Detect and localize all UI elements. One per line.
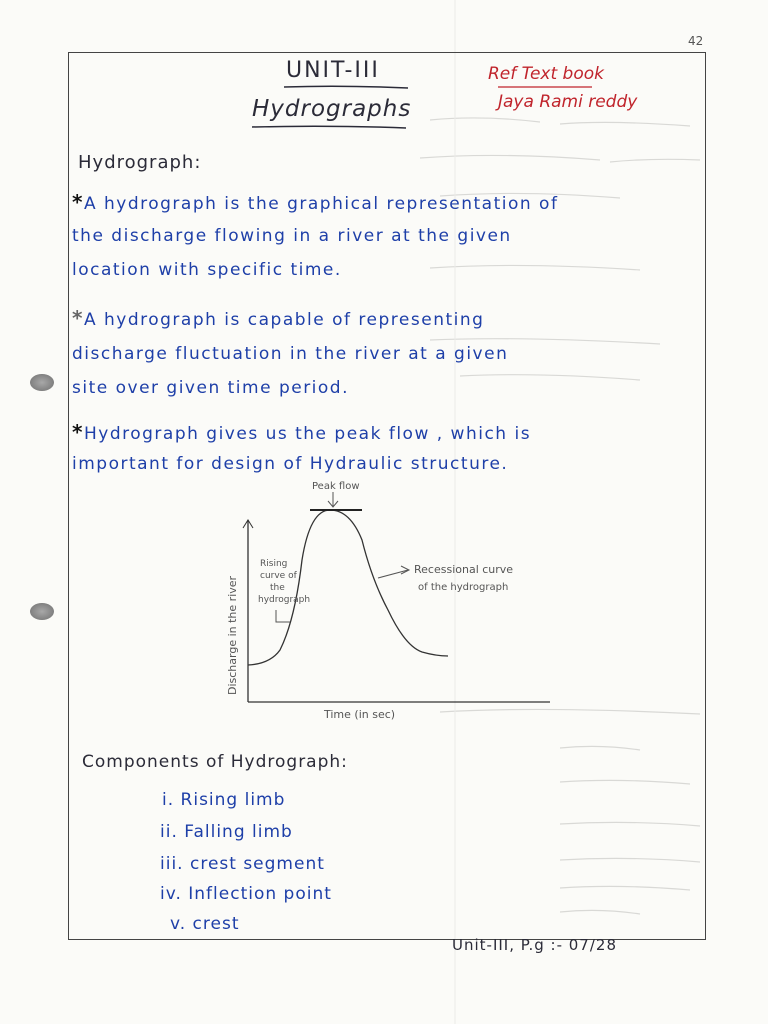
subtitle-underline (250, 124, 410, 130)
x-axis-label: Time (in sec) (324, 708, 396, 721)
y-axis-label: Discharge in the river (226, 575, 239, 695)
point-2-line-2: discharge fluctuation in the river at a given (72, 344, 509, 364)
component-item: v. crest (170, 914, 240, 934)
component-item: iv. Inflection point (160, 884, 332, 904)
component-item: ii. Falling limb (160, 822, 293, 842)
bullet-asterisk: * (72, 190, 84, 214)
point-3-line-1 (72, 420, 531, 444)
rising-label-line-1: Rising (260, 559, 288, 569)
page-subtitle: Hydrographs (252, 96, 412, 122)
reference-author: Jaya Rami reddy (498, 92, 638, 112)
title-underline (282, 84, 412, 90)
point-2-line-3: site over given time period. (72, 378, 350, 398)
recession-arrow (378, 570, 408, 578)
point-1-line-2: the discharge flowing in a river at the given (72, 226, 512, 246)
recession-label-line-2: of the hydrograph (418, 582, 509, 593)
hydrograph-diagram (200, 470, 600, 730)
point-1-text: A hydrograph is the graphical representation of (83, 194, 559, 214)
component-item: iii. crest segment (160, 854, 325, 874)
point-2-line-1 (72, 306, 484, 330)
bullet-asterisk: * (72, 306, 84, 330)
point-2-text: A hydrograph is capable of representing (83, 310, 485, 330)
point-1-line-1 (72, 190, 558, 214)
punch-hole (30, 603, 54, 620)
rising-label-line-2: curve of (260, 571, 297, 581)
footer-note: Unit-III, P.g :- 07/28 (452, 936, 617, 954)
reference-book: Ref Text book (488, 64, 604, 84)
point-3-text: Hydrograph gives us the peak flow , which is (83, 424, 532, 444)
point-1-line-3: location with specific time. (72, 260, 342, 280)
rising-label-line-4: hydrograph (258, 595, 311, 605)
page-number: 42 (688, 34, 704, 48)
recession-label-line-1: Recessional curve (414, 563, 514, 576)
bullet-asterisk: * (72, 420, 84, 444)
component-item: i. Rising limb (162, 790, 286, 810)
rising-label-line-3: the (270, 583, 285, 593)
reference-underline (496, 84, 596, 90)
peak-flow-label: Peak flow (312, 481, 360, 492)
components-heading: Components of Hydrograph: (82, 752, 348, 772)
unit-title: UNIT-III (286, 58, 380, 83)
rising-arrow (276, 610, 290, 622)
point-3-line-2: important for design of Hydraulic structure. (72, 454, 509, 474)
section-heading: Hydrograph: (78, 152, 202, 173)
punch-hole (30, 374, 54, 391)
